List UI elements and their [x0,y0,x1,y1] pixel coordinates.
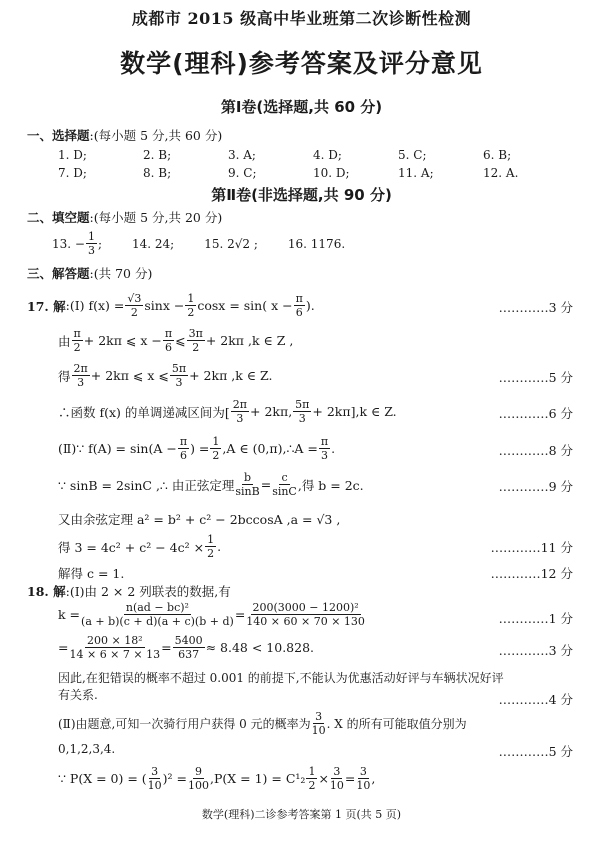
fraction [205,533,216,560]
answer-14: 14. 24; [132,236,175,251]
score-marker: …………8 分 [498,443,573,458]
text: . [331,441,336,456]
text: + 2kπ ,k ∈ Z , [205,333,294,348]
fraction [185,292,196,319]
mc-answer: 4. D; [313,148,342,162]
p18-line6 [58,710,467,737]
text: = [234,607,246,622]
text: )² = [162,771,188,786]
p18-line2 [58,601,366,628]
p17-line1 [27,292,315,319]
fraction-numerator: 1 [187,292,195,305]
fraction-denominator: 2 [308,779,316,792]
text: . X 的所有可能取值分别为 [326,717,467,731]
fraction [330,765,344,792]
fraction-denominator: 14 × 6 × 7 × 13 [69,648,161,661]
fraction-denominator: 6 [164,341,172,354]
fraction [235,471,259,498]
text: + 2kπ ⩽ x − [83,333,162,348]
mc-answer: 9. C; [228,166,257,180]
p17-line8 [58,533,221,560]
fraction [148,765,162,792]
text: 0,1,2,3,4. [58,742,116,756]
part1-title: 第Ⅰ卷(选择题,共 60 分) [220,98,383,116]
section2-note: :(每小题 5 分,共 20 分) [89,210,223,225]
fraction-denominator: sinB [235,485,260,498]
p17-line5 [58,435,335,462]
fraction-numerator: 2π [73,362,88,375]
fraction-denominator: 2 [73,341,81,354]
score-marker: …………5 分 [498,744,573,759]
p17-line4 [58,398,397,425]
fraction-numerator: 1 [207,533,215,546]
fraction-numerator: 5π [295,398,310,411]
p17-line2 [58,327,293,354]
section1-heading [27,126,222,144]
fraction [72,362,90,389]
fraction [173,634,205,661]
fraction [356,765,370,792]
text: = [344,771,356,786]
fraction-denominator: 10 [311,724,326,737]
fraction-numerator: π [164,327,173,340]
fraction-numerator: 9 [195,765,203,778]
mc-answer: 5. C; [398,148,427,162]
text: . [217,539,222,554]
mc-answer: 11. A; [398,166,434,180]
exam-title: 成都市 2015 级高中毕业班第二次诊断性检测 [131,9,472,28]
text: 又由余弦定理 a² = b² + c² − 2bccosA ,a = √3 , [58,512,341,527]
fraction-numerator: 3π [188,327,203,340]
fraction [231,398,249,425]
text: 因此,在犯错误的概率不超过 0.001 的前提下,不能认为优惠活动好评与车辆状况好评 [58,671,504,685]
text: = [58,640,69,655]
fraction-denominator: 6 [295,306,303,319]
p17-line3 [58,362,272,389]
fill-answers [52,230,345,257]
text: = [260,477,272,492]
fraction-numerator: 1 [308,765,316,778]
mc-answer: 10. D; [313,166,350,180]
answer-16: 16. 1176. [287,236,346,251]
fraction [294,292,305,319]
fraction [246,601,365,628]
text: ,得 b = 2c. [297,477,364,493]
fraction-numerator: 3 [333,765,341,778]
mc-answer: 6. B; [483,148,512,162]
fraction-denominator: 10 [147,779,162,792]
fraction-numerator: 5400 [174,634,203,647]
fraction [210,435,221,462]
text: ) = [190,441,210,456]
section2-heading [27,208,222,226]
p17-line9 [58,564,124,582]
fraction-numerator: 3 [151,765,159,778]
text: ∴函数 f(x) 的单调递减区间为[ [58,404,230,420]
text: 得 [58,368,71,384]
fraction-denominator: 3 [321,449,328,462]
score-marker: …………1 分 [498,611,573,626]
fraction-denominator: 3 [298,412,306,425]
text: ,P(X = 1) = C¹₂ [210,771,306,786]
p17-line6 [58,471,364,498]
section2-label: 二、填空题 [27,210,90,225]
fraction-denominator: 3 [87,244,95,257]
fraction [69,634,160,661]
p18-line5 [58,686,98,703]
fraction [319,435,330,462]
fraction-numerator: π [73,327,81,340]
document-title: 数学(理科)参考答案及评分意见 [120,49,483,78]
answer-13-suffix: ; [97,236,102,251]
fraction-denominator: 2 [130,306,138,319]
text: ∵ sinB = 2sinC ,∴ 由正弦定理 [58,477,235,493]
fraction [187,327,205,354]
text: 得 3 = 4c² + c² − 4c² × [58,539,205,555]
fraction-numerator: c [281,471,288,484]
fraction-denominator: 3 [236,412,244,425]
section3-label: 三、解答题 [27,266,90,281]
p18-line4 [58,669,504,686]
text: , [371,771,376,786]
text: sinx − [144,298,185,313]
p18-line3 [58,634,314,661]
fraction-numerator: n(ad − bc)² [125,601,189,614]
fraction-numerator: 3 [359,765,367,778]
fraction-denominator: 6 [179,449,187,462]
fraction-denominator: 140 × 60 × 70 × 130 [246,615,365,628]
fraction-denominator: 637 [178,648,200,661]
fraction [170,362,188,389]
score-marker: …………12 分 [490,566,573,581]
score-marker: …………3 分 [498,300,573,315]
text: ,A ∈ (0,π),∴A = [222,441,318,456]
fraction-numerator: 200(3000 − 1200)² [252,601,359,614]
section3-note: :(共 70 分) [89,266,153,281]
fraction-numerator: √3 [127,292,142,305]
mc-answer: 7. D; [58,166,87,180]
fraction-numerator: 1 [87,230,95,243]
mc-answer: 2. B; [143,148,172,162]
text: 解得 c = 1. [58,566,125,581]
text: + 2kπ ,k ∈ Z. [189,368,273,383]
text: + 2kπ, [250,404,293,419]
text: (Ⅱ)∵ f(A) = sin(A − [58,441,177,456]
p18-line8 [58,765,375,792]
fraction-numerator: 3 [315,710,323,723]
fraction [178,435,189,462]
fraction-numerator: 5π [171,362,187,375]
section3-heading [27,264,152,282]
score-marker: …………11 分 [490,540,573,555]
fraction-denominator: 3 [175,376,183,389]
section1-label: 一、选择题 [27,128,90,143]
text: ). [305,298,315,313]
problem-17-label: 17. 解 [27,298,66,314]
fraction-numerator: 1 [212,435,220,448]
fraction-denominator: 2 [207,547,215,560]
answer-15: 15. 2√2 ; [204,236,258,251]
fraction-denominator: 2 [192,341,200,354]
fraction [86,230,97,257]
text: (Ⅱ)由题意,可知一次骑行用户获得 0 元的概率为 [58,717,311,731]
fraction-denominator: 100 [188,779,210,792]
score-marker: …………5 分 [498,370,573,385]
fraction [293,398,311,425]
fraction-denominator: 10 [356,779,371,792]
text: + 2kπ ⩽ x ⩽ [90,368,169,383]
mc-answer: 12. A. [483,166,519,180]
text: 由 [58,333,71,349]
fraction [306,765,317,792]
score-marker: …………3 分 [498,643,573,658]
fraction-denominator: 2 [187,306,195,319]
section1-note: :(每小题 5 分,共 60 分) [89,128,223,143]
p17-line7 [58,510,340,528]
text: cosx = sin( x − [197,298,293,313]
fraction [125,292,143,319]
fraction [188,765,209,792]
answer-13: 13. − [52,236,85,251]
fraction [163,327,174,354]
mc-answer: 8. B; [143,166,172,180]
mc-answer: 1. D; [58,148,87,162]
fraction-denominator: (a + b)(c + d)(a + c)(b + d) [81,615,234,628]
p18-line7 [58,742,115,756]
fraction-denominator: 3 [77,376,85,389]
score-marker: …………4 分 [498,692,573,707]
fraction [72,327,83,354]
text: 有关系. [58,688,98,702]
text: ∵ P(X = 0) = ( [58,771,147,786]
text: :(Ⅰ) f(x) = [65,298,125,313]
fraction [81,601,234,628]
fraction-numerator: π [295,292,303,305]
fraction [272,471,297,498]
score-marker: …………9 分 [498,479,573,494]
text: = [161,640,172,655]
part2-title: 第Ⅱ卷(非选择题,共 90 分) [211,186,392,204]
fraction-numerator: 2π [232,398,247,411]
fraction [312,710,326,737]
fraction-numerator: 200 × 18² [86,634,143,647]
problem-18-label: 18. 解 [27,584,66,599]
score-marker: …………6 分 [498,406,573,421]
fraction-denominator: 10 [329,779,344,792]
fraction-denominator: 2 [212,449,220,462]
mc-answer: 3. A; [228,148,256,162]
text: ⩽ [175,333,186,348]
text: :(Ⅰ)由 2 × 2 列联表的数据,有 [65,584,231,599]
fraction-denominator: sinC [272,485,297,498]
fraction-numerator: π [179,435,188,448]
fraction-numerator: π [320,435,329,448]
p18-line1 [27,582,231,600]
text: + 2kπ],k ∈ Z. [312,404,397,419]
text: ≈ 8.48 < 10.828. [205,640,315,655]
fraction-numerator: b [244,471,252,484]
text: k = [58,607,81,622]
page-footer: 数学(理科)二诊参考答案第 1 页(共 5 页) [201,808,402,821]
text: × [318,771,329,786]
